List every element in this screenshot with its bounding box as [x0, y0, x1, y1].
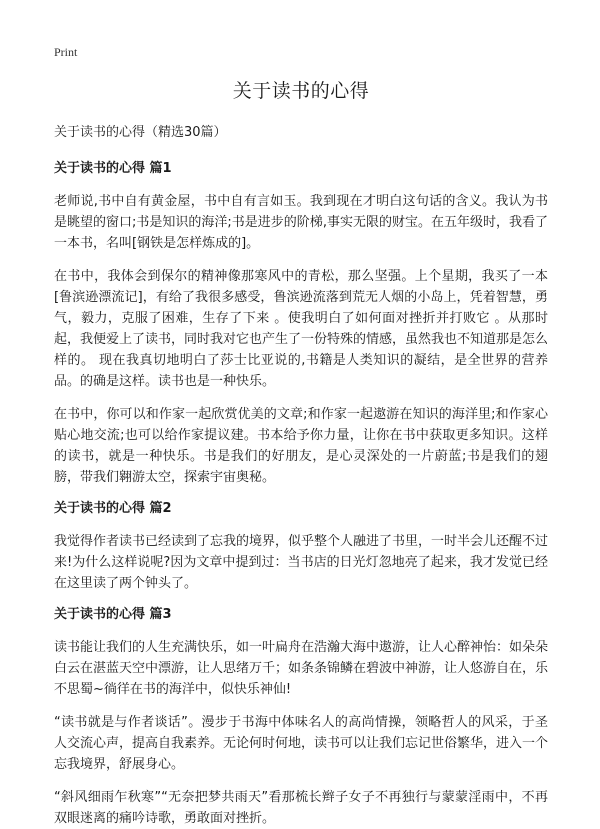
paragraph: 读书能让我们的人生充满快乐，如一叶扁舟在浩瀚大海中遨游，让人心醉神怡：如朵朵白云在湛蓝天空中漂游，让人思绪万千；如条条锦鳞在碧波中神游，让人悠游自在，乐不思蜀~徜徉在书的海洋中，似快乐神仙!	[54, 640, 549, 697]
print-link[interactable]: Print	[54, 45, 78, 59]
section-heading: 关于读书的心得 篇3	[54, 607, 172, 622]
paragraph: 我觉得作者读书已经读到了忘我的境界，似乎整个人融进了书里，一时半会儿还醒不过来!为什么这样说呢?因为文章中提到过：当书店的日光灯忽地亮了起来，我才发觉已经在这里读了两个钟头了。	[54, 534, 549, 591]
page-title: 关于读书的心得	[232, 80, 370, 102]
document-subtitle: 关于读书的心得（精选30篇）	[54, 125, 227, 140]
section-heading: 关于读书的心得 篇2	[54, 501, 172, 516]
paragraph: 老师说,书中自有黄金屋，书中自有言如玉。我到现在才明白这句话的含义。我认为书是眺望的窗口;书是知识的海洋;书是进步的阶梯,事实无限的财宝。在五年级时，我看了一本书，名叫[钢铁是怎样炼成的]。	[54, 194, 548, 251]
section-1	[54, 160, 548, 488]
paragraph: 在书中，我体会到保尔的精神像那寒风中的青松，那么坚强。上个星期，我买了一本[鲁滨逊漂流记]，有给了我很多感受，鲁滨逊流落到荒无人烟的小岛上，凭着智慧，勇气，毅力，克服了困难，生存了下来 。使我明白了如何面对挫折并打败它 。从那时起，我便爱上了读书，同时我对它也产生了一份特殊的情感，虽然我也不知道那是怎么样的。 现在我真切地明白了莎士比亚说的,书籍是人类知识的凝结，是全世界的营养品。的确是这样。读书也是一种快乐。	[54, 269, 549, 389]
section-2	[54, 500, 548, 594]
paragraph: “斜风细雨乍秋寒”“无奈把梦共雨天”看那梳长辫子女子不再独行与蒙蒙淫雨中，不再双眼迷离的痛吟诗歌，勇敢面对挫折。	[54, 790, 548, 826]
paragraph: “读书就是与作者谈话”。漫步于书海中体味名人的高尚情操，领略哲人的风采，于圣人交流心声，提高自我素养。无论何时何地，读书可以让我们忘记世俗繁华，进入一个忘我境界，舒展身心。	[54, 715, 549, 772]
section-3	[54, 606, 548, 829]
section-heading: 关于读书的心得 篇1	[54, 161, 172, 176]
paragraph: 在书中，你可以和作家一起欣赏优美的文章;和作家一起遨游在知识的海洋里;和作家心贴心地交流;也可以给作家提议建。书本给予你力量，让你在书中获取更多知识。这样的读书，就是一种快乐。书是我们的好朋友，是心灵深处的一片蔚蓝;书是我们的翅膀，带我们翱游太空，探索宇宙奥秘。	[54, 407, 548, 485]
